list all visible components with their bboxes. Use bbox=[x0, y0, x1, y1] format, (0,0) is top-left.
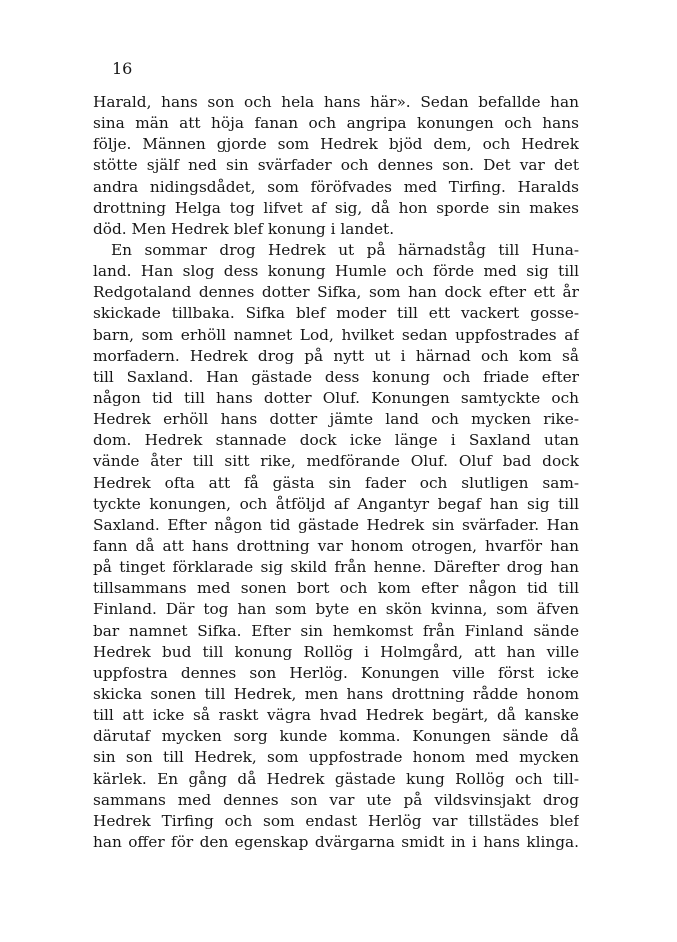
text-line: tillsammans med sonen bort och kom efter någon tid till bbox=[93, 579, 579, 598]
text-line: uppfostra dennes son Herlög. Konungen ville först icke bbox=[93, 663, 579, 682]
text-line: Harald, hans son och hela hans här». Sedan befallde han bbox=[93, 93, 579, 111]
body-text bbox=[93, 92, 579, 853]
text-line: skickade tillbaka. Sifka blef moder till ett vackert gosse- bbox=[93, 304, 579, 323]
text-line: tyckte konungen, och åtföljd af Angantyr begaf han sig till bbox=[93, 494, 579, 513]
text-line: dom. Hedrek stannade dock icke länge i Saxland utan bbox=[93, 431, 579, 450]
text-line: drottning Helga tog lifvet af sig, då hon sporde sin makes bbox=[93, 198, 579, 217]
text-line: vände åter till sitt rike, medförande Oluf. Oluf bad dock bbox=[93, 452, 579, 471]
page-number: 16 bbox=[112, 59, 133, 78]
text-line: Hedrek erhöll hans dotter jämte land och mycken rike- bbox=[93, 410, 579, 429]
text-line: följe. Männen gjorde som Hedrek bjöd dem, och Hedrek bbox=[93, 135, 579, 154]
text-line: på tinget förklarade sig skild från henne. Därefter drog han bbox=[93, 558, 579, 577]
text-line: andra nidingsdådet, som föröfvades med Tirfing. Haralds bbox=[93, 177, 579, 196]
text-line: skicka sonen till Hedrek, men hans drottning rådde honom bbox=[93, 684, 579, 703]
text-line: Hedrek bud till konung Rollög i Holmgård, att han ville bbox=[93, 642, 579, 661]
text-line: till att icke så raskt vägra hvad Hedrek begärt, då kanske bbox=[93, 706, 579, 725]
text-line: till Saxland. Han gästade dess konung och friade efter bbox=[93, 367, 579, 386]
paragraph-first-line: En sommar drog Hedrek ut på härnadståg till Huna- bbox=[111, 240, 579, 259]
text-line: Finland. Där tog han som byte en skön kvinna, som äfven bbox=[93, 600, 579, 619]
text-line: kärlek. En gång då Hedrek gästade kung Rollög och till- bbox=[93, 769, 579, 788]
text-line: Hedrek ofta att få gästa sin fader och slutligen sam- bbox=[93, 473, 579, 492]
text-line: barn, som erhöll namnet Lod, hvilket sedan uppfostrades af bbox=[93, 325, 579, 344]
text-line: Hedrek Tirfing och som endast Herlög var tillstädes blef bbox=[93, 811, 579, 830]
text-line: sin son till Hedrek, som uppfostrade honom med mycken bbox=[93, 748, 579, 767]
text-line: död. Men Hedrek blef konung i landet. bbox=[93, 219, 395, 238]
text-line: fann då att hans drottning var honom otrogen, hvarför han bbox=[93, 536, 579, 555]
text-line: land. Han slog dess konung Humle och förde med sig till bbox=[93, 262, 579, 281]
text-line: sina män att höja fanan och angripa konungen och hans bbox=[93, 114, 579, 133]
text-line: bar namnet Sifka. Efter sin hemkomst från Finland sände bbox=[93, 621, 579, 640]
text-line: Saxland. Efter någon tid gästade Hedrek sin svärfader. Han bbox=[93, 515, 579, 534]
text-line: sammans med dennes son var ute på vildsvinsjakt drog bbox=[93, 790, 579, 809]
text-line: morfadern. Hedrek drog på nytt ut i härnad och kom så bbox=[93, 346, 579, 365]
text-line: Redgotaland dennes dotter Sifka, som han dock efter ett år bbox=[93, 283, 579, 302]
text-line: han offer för den egenskap dvärgarna smidt in i hans klinga. bbox=[93, 832, 579, 851]
text-line: därutaf mycken sorg kunde komma. Konungen sände då bbox=[93, 727, 579, 746]
text-line: stötte själf ned sin svärfader och dennes son. Det var det bbox=[93, 156, 579, 175]
text-line: någon tid till hans dotter Oluf. Konungen samtyckte och bbox=[93, 388, 579, 407]
